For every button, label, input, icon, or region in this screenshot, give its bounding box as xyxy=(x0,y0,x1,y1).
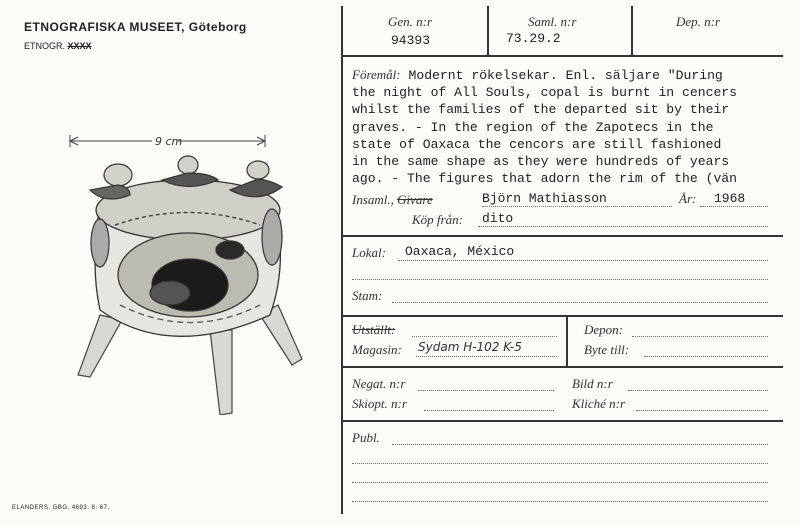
magasin-value: Sydam H-102 K-5 xyxy=(418,340,522,354)
gen-value: 94393 xyxy=(391,33,431,48)
divider-magasin-depon xyxy=(566,315,568,367)
skiopt-dotline xyxy=(424,410,554,411)
depon-dotline xyxy=(632,336,768,337)
description-line-3: whilst the families of the departed sit by their xyxy=(352,102,730,118)
publ-dotline-4 xyxy=(352,501,768,502)
divider-magasin xyxy=(341,366,783,368)
magasin-dotline xyxy=(416,356,557,357)
gen-label: Gen. n:r xyxy=(388,14,433,29)
byte-dotline xyxy=(644,356,768,357)
printer-imprint: ELANDERS. GBG. 4693. 8. 67. xyxy=(12,505,110,511)
saml-label: Saml. n:r xyxy=(528,14,577,29)
etnogr-prefix: ETNOGR. xyxy=(24,41,66,51)
utstallt-label: Utställt: xyxy=(352,322,396,337)
divider-header xyxy=(341,55,783,57)
stam-label: Stam: xyxy=(352,288,383,303)
description-line-1: Modernt rökelsekar. Enl. säljare "During xyxy=(408,68,723,83)
skiopt-label: Skiopt. n:r xyxy=(352,396,407,411)
divider-gen-saml xyxy=(487,6,489,56)
ar-dotline xyxy=(700,206,768,207)
etnogr-struck: XXXX xyxy=(67,41,92,51)
publ-label: Publ. xyxy=(352,430,380,445)
lokal-label: Lokal: xyxy=(352,245,386,260)
kop-label: Köp från: xyxy=(412,212,463,227)
description-line-4: graves. - In the region of the Zapotecs in the xyxy=(352,119,714,135)
saml-value: 73.29.2 xyxy=(506,31,561,46)
kop-value: dito xyxy=(482,211,514,226)
insaml-label-text: Insaml., xyxy=(352,192,394,207)
byte-label: Byte till: xyxy=(584,342,630,357)
lokal-dotline xyxy=(398,260,768,261)
bild-dotline xyxy=(628,390,768,391)
divider-stam xyxy=(341,315,783,317)
ar-label: År: xyxy=(679,191,697,206)
magasin-label: Magasin: xyxy=(352,342,402,357)
divider-negat xyxy=(341,420,783,422)
negat-label: Negat. n:r xyxy=(352,376,406,391)
etnogr-label xyxy=(24,41,92,51)
bild-label: Bild n:r xyxy=(572,376,613,391)
scale-label: 9 cm xyxy=(155,135,183,148)
foremal-label: Föremål: xyxy=(352,67,401,82)
form-left-border xyxy=(341,6,343,514)
dep-label: Dep. n:r xyxy=(676,14,721,29)
description-block xyxy=(352,66,772,187)
kop-dotline xyxy=(478,226,768,227)
insaml-value: Björn Mathiasson xyxy=(482,191,607,206)
negat-dotline xyxy=(418,390,554,391)
divider-insaml xyxy=(341,235,783,237)
lokal-value: Oaxaca, México xyxy=(405,244,515,259)
lokal-dotline-2 xyxy=(352,279,768,280)
utstallt-dotline xyxy=(412,336,557,337)
publ-dotline-2 xyxy=(352,463,768,464)
kliche-dotline xyxy=(636,410,768,411)
description-line-7: ago. - The figures that adorn the rim of the (vän xyxy=(352,171,738,187)
depon-label: Depon: xyxy=(584,322,623,337)
description-line-5: state of Oaxaca the cencors are still fashioned xyxy=(352,136,722,152)
museum-name: ETNOGRAFISKA MUSEET, Göteborg xyxy=(24,20,247,34)
ar-value: 1968 xyxy=(714,191,746,206)
censer-bowl xyxy=(95,180,280,336)
insaml-label xyxy=(352,192,433,208)
insaml-struck: Givare xyxy=(397,192,433,207)
description-line-6: in the same shape as they were hundreds of years xyxy=(352,154,730,170)
divider-saml-dep xyxy=(631,6,633,56)
publ-dotline-1 xyxy=(392,444,768,445)
publ-dotline-3 xyxy=(352,482,768,483)
kliche-label: Kliché n:r xyxy=(572,396,626,411)
stam-dotline xyxy=(392,302,768,303)
description-line-2: the night of All Souls, copal is burnt in cencers xyxy=(352,85,738,101)
censer-sketch xyxy=(60,125,340,415)
insaml-dotline xyxy=(482,206,672,207)
